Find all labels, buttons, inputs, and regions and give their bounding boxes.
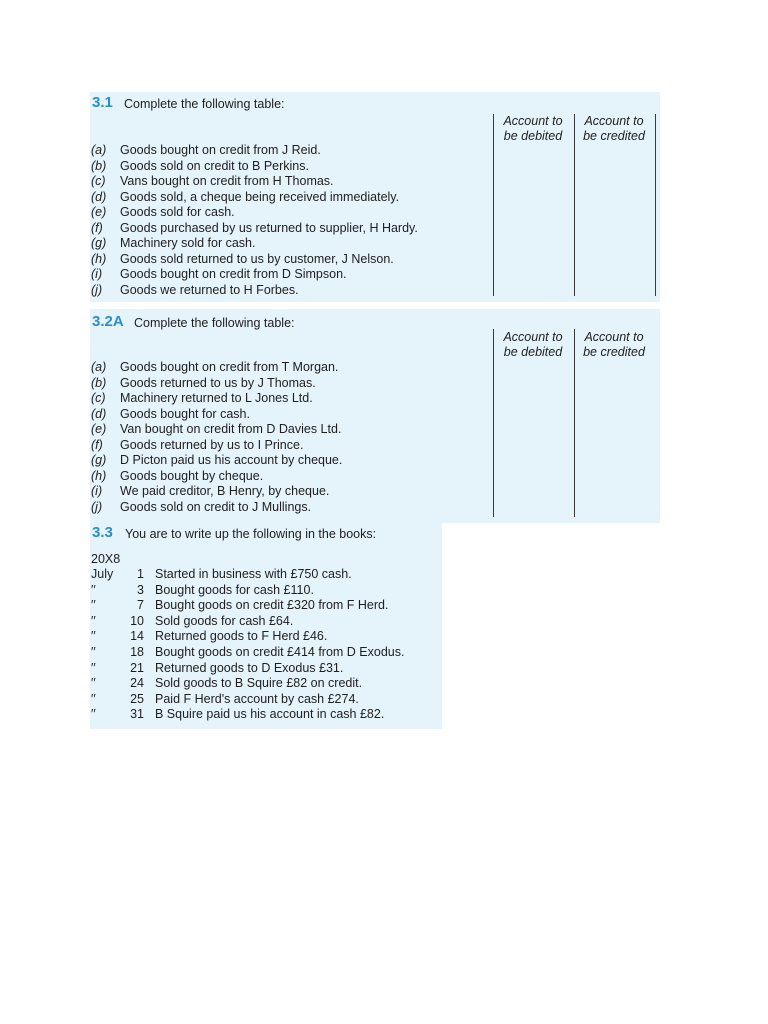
item-text: Goods bought on credit from D Simpson. xyxy=(120,267,347,281)
row-day: 10 xyxy=(130,613,144,628)
row-text: Sold goods for cash £64. xyxy=(155,613,294,628)
debit-column-header: Account to be debited xyxy=(503,114,563,143)
row-month: ′′ xyxy=(91,676,96,691)
debit-column xyxy=(493,114,574,296)
item-text: Goods bought on credit from J Reid. xyxy=(120,143,321,157)
row-month: ′′ xyxy=(91,598,96,613)
item-text: Goods sold, a cheque being received immediately. xyxy=(120,189,400,204)
item-label: (e) xyxy=(91,422,107,436)
row-day: 25 xyxy=(130,691,144,706)
item-label: (d) xyxy=(91,406,107,421)
credit-column xyxy=(574,114,655,296)
item-text: Goods sold returned to us by customer, J Nelson. xyxy=(120,251,394,266)
credit-column-header: Account to be credited xyxy=(583,330,645,359)
item-text: Goods returned by us to I Prince. xyxy=(120,437,304,452)
exercise-number: 3.1 xyxy=(92,94,113,111)
item-label: (f) xyxy=(91,437,103,452)
item-label: (h) xyxy=(91,251,107,266)
item-text: Goods bought by cheque. xyxy=(120,468,264,483)
table-right-rule xyxy=(655,114,657,296)
item-text: Goods bought for cash. xyxy=(120,406,250,421)
row-day: 3 xyxy=(137,582,144,597)
row-month: ′′ xyxy=(91,582,96,597)
item-label: (j) xyxy=(91,499,103,514)
row-day: 31 xyxy=(130,707,144,722)
exercise-3-2a-panel xyxy=(90,309,660,523)
debit-column xyxy=(493,329,574,517)
item-label: (c) xyxy=(91,174,106,188)
item-text: Goods sold for cash. xyxy=(120,205,235,219)
item-label: (j) xyxy=(91,282,103,297)
row-text: Sold goods to B Squire £82 on credit. xyxy=(155,676,363,691)
item-label: (f) xyxy=(91,220,103,235)
item-label: (d) xyxy=(91,189,107,204)
row-text: Bought goods on credit £320 from F Herd. xyxy=(155,598,389,613)
item-label: (e) xyxy=(91,205,107,219)
item-text: Goods we returned to H Forbes. xyxy=(120,282,299,297)
row-month: ′′ xyxy=(91,691,96,706)
debit-column-header: Account to be debited xyxy=(503,330,563,359)
exercise-number: 3.2A xyxy=(92,313,124,330)
item-text: We paid creditor, B Henry, by cheque. xyxy=(120,484,330,498)
exercise-prompt: You are to write up the following in the books: xyxy=(125,527,377,541)
row-text: Bought goods on credit £414 from D Exodus. xyxy=(155,644,405,659)
item-label: (b) xyxy=(91,375,107,390)
item-text: Goods sold on credit to B Perkins. xyxy=(120,158,309,173)
item-text: Vans bought on credit from H Thomas. xyxy=(120,174,334,188)
item-label: (c) xyxy=(91,391,106,405)
item-text: Machinery returned to L Jones Ltd. xyxy=(120,391,313,405)
row-month: July xyxy=(91,567,114,581)
item-label: (a) xyxy=(91,143,107,157)
item-label: (g) xyxy=(91,236,107,250)
item-text: Van bought on credit from D Davies Ltd. xyxy=(120,422,342,436)
item-label: (b) xyxy=(91,158,107,173)
row-day: 7 xyxy=(137,598,144,613)
item-text: Goods purchased by us returned to supplier, H Hardy. xyxy=(120,220,418,235)
item-text: Goods bought on credit from T Morgan. xyxy=(120,360,339,374)
row-day: 21 xyxy=(130,660,144,675)
row-month: ′′ xyxy=(91,629,96,644)
item-label: (h) xyxy=(91,468,107,483)
item-label: (g) xyxy=(91,453,107,467)
item-text: D Picton paid us his account by cheque. xyxy=(120,453,343,467)
item-text: Machinery sold for cash. xyxy=(120,236,256,250)
row-day: 18 xyxy=(130,644,144,659)
row-day: 14 xyxy=(130,629,144,644)
exercise-3-1-panel xyxy=(90,92,660,302)
row-month: ′′ xyxy=(91,613,96,628)
row-day: 24 xyxy=(130,676,144,691)
item-text: Goods sold on credit to J Mullings. xyxy=(120,499,312,514)
item-label: (i) xyxy=(91,267,103,281)
row-text: Bought goods for cash £110. xyxy=(155,582,314,597)
item-label: (i) xyxy=(91,484,103,498)
exercise-prompt: Complete the following table: xyxy=(134,316,295,330)
credit-column-header: Account to be credited xyxy=(583,114,645,143)
row-text: Returned goods to D Exodus £31. xyxy=(155,660,344,675)
exercise-number: 3.3 xyxy=(92,524,113,541)
row-month: ′′ xyxy=(91,644,96,659)
row-month: ′′ xyxy=(91,660,96,675)
item-text: Goods returned to us by J Thomas. xyxy=(120,375,316,390)
row-day: 1 xyxy=(137,567,144,581)
row-month: ′′ xyxy=(91,707,96,722)
row-text: Started in business with £750 cash. xyxy=(155,567,352,581)
exercise-3-3-panel xyxy=(90,523,442,729)
year-heading: 20X8 xyxy=(91,552,121,566)
exercise-prompt: Complete the following table: xyxy=(124,97,285,111)
credit-column xyxy=(574,329,655,517)
item-label: (a) xyxy=(91,360,107,374)
row-text: Returned goods to F Herd £46. xyxy=(155,629,328,644)
row-text: Paid F Herd's account by cash £274. xyxy=(155,691,359,706)
row-text: B Squire paid us his account in cash £82. xyxy=(155,707,385,722)
